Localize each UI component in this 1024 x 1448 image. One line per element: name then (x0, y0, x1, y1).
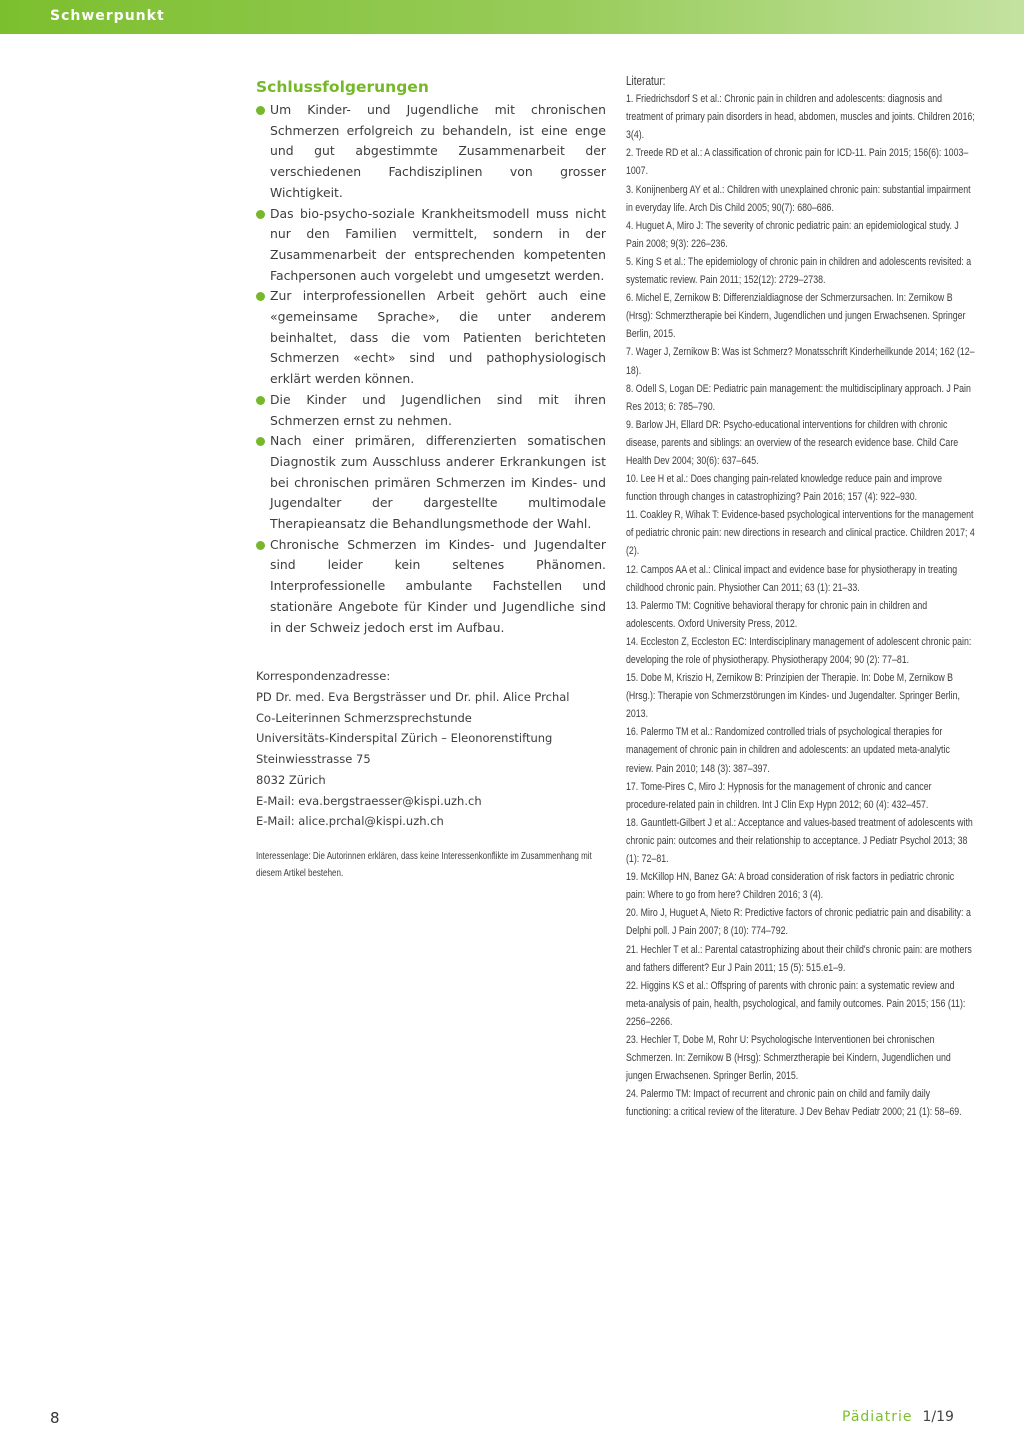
correspondence-institution: Universitäts-Kinderspital Zürich – Eleonorenstiftung (256, 731, 553, 746)
bullet-text: Nach einer primären, differenzierten somatischen Diagnostik zum Ausschluss anderer Erkrankungen ist bei chronischen primären Schmerzen im Kindes- und Jugendalter der dargestellte multimodale Therapieansatz die Behandlungsmethode der Wahl. (270, 433, 606, 532)
literature-column (626, 72, 975, 1121)
reference-item: 10. Lee H et al.: Does changing pain-related knowledge reduce pain and improve function through changes in catastrophizing? Pain 2016; 157 (4): 922–930. (626, 473, 943, 504)
correspondence-block (256, 666, 606, 832)
correspondence-heading: Korrespondenzadresse: (256, 669, 391, 684)
correspondence-email[interactable]: E-Mail: alice.prchal@kispi.uzh.ch (256, 814, 444, 829)
reference-item: 9. Barlow JH, Ellard DR: Psycho-educational interventions for children with chronic disease, parents and siblings: an overview of the research evidence base. Child Care Health Dev 2004; 30(6): 637–645. (626, 418, 959, 467)
page-number: 8 (50, 1409, 60, 1427)
reference-item: 11. Coakley R, Wihak T: Evidence-based psychological interventions for the management of pediatric chronic pain: new directions in research and clinical practice. Children 2017; 4 (2). (626, 509, 975, 558)
correspondence-city: 8032 Zürich (256, 772, 326, 787)
reference-item: 23. Hechler T, Dobe M, Rohr U: Psychologische Interventionen bei chronischen Schmerzen. In: Zernikow B (Hrsg): Schmerztherapie bei Kindern, Jugendlichen und jungen Erwachsenen. Springer Berlin, 2015. (626, 1033, 951, 1083)
reference-item: 2. Treede RD et al.: A classification of chronic pain for ICD-11. Pain 2015; 156(6): 1003–1007. (626, 147, 969, 178)
reference-item: 6. Michel E, Zernikow B: Differenzialdiagnose der Schmerzursachen. In: Zernikow B (Hrsg): Schmerztherapie bei Kindern, Jugendlichen und jungen Erwachsenen. Springer Berlin, 2015. (626, 292, 966, 341)
bullet-text: Um Kinder- und Jugendliche mit chronischen Schmerzen erfolgreich zu behandeln, ist eine enge und gut abgestimmte Zusammenarbeit der verschiedenen Fachdisziplinen von grosser Wichtigkeit. (270, 102, 606, 200)
literature-heading: Literatur: (626, 74, 666, 88)
bullet-dot-icon (256, 541, 265, 550)
reference-item: 22. Higgins KS et al.: Offspring of parents with chronic pain: a systematic review and meta-analysis of pain, health, psychological, and family outcomes. Pain 2015; 156 (11): 2256–2266. (626, 979, 966, 1028)
reference-item: 3. Konijnenberg AY et al.: Children with unexplained chronic pain: substantial impairment in everyday life. Arch Dis Child 2005; 90(7): 680–686. (626, 183, 971, 214)
correspondence-email[interactable]: E-Mail: eva.bergstraesser@kispi.uzh.ch (256, 793, 482, 808)
reference-item: 1. Friedrichsdorf S et al.: Chronic pain in children and adolescents: diagnosis and treatment of primary pain disorders in head, abdomen, muscles and joints. Children 2016; 3(4). (626, 93, 975, 142)
reference-item: 4. Huguet A, Miro J: The severity of chronic pediatric pain: an epidemiological study. J Pain 2008; 9(3): 226–236. (626, 219, 959, 250)
interest-label: Interessenlage: (256, 850, 311, 862)
issue-number: 1/19 (922, 1409, 954, 1425)
reference-item: 13. Palermo TM: Cognitive behavioral therapy for chronic pain in children and adolescents. Oxford University Press, 2012. (626, 599, 928, 630)
interest-statement (256, 848, 600, 882)
bullet-item (256, 390, 606, 431)
reference-item: 24. Palermo TM: Impact of recurrent and chronic pain on child and family daily functioning: a critical review of the literature. J Dev Behav Pediatr 2000; 21 (1): 58–69. (626, 1088, 962, 1119)
left-column (256, 78, 606, 882)
interest-text: Die Autorinnen erklären, dass keine Interessenkonflikte im Zusammenhang mit diesem Artikel bestehen. (256, 850, 592, 879)
bullet-item (256, 286, 606, 390)
bullet-text: Die Kinder und Jugendlichen sind mit ihren Schmerzen ernst zu nehmen. (270, 391, 606, 428)
reference-item: 21. Hechler T et al.: Parental catastrophizing about their child's chronic pain: are mothers and fathers different? Eur J Pain 2011; 15 (5): 515.e1–9. (626, 943, 972, 974)
reference-item: 16. Palermo TM et al.: Randomized controlled trials of psychological therapies for management of chronic pain in children and adolescents: an updated meta-analytic review. Pain 2010; 148 (3): 387–397. (626, 726, 950, 775)
reference-item: 20. Miro J, Huguet A, Nieto R: Predictive factors of chronic pediatric pain and disability: a Delphi poll. J Pain 2007; 8 (10): 774–792. (626, 907, 971, 938)
reference-item: 17. Tome-Pires C, Miro J: Hypnosis for the management of chronic and cancer procedure-related pain in children. Int J Clin Exp Hypn 2012; 60 (4): 432–457. (626, 780, 932, 811)
reference-item: 5. King S et al.: The epidemiology of chronic pain in children and adolescents revisited: a systematic review. Pain 2011; 152(12): 2729–2738. (626, 255, 972, 287)
bullet-text: Zur interprofessionellen Arbeit gehört auch eine «gemeinsame Sprache», die unter anderem beinhaltet, dass die vom Patienten berichteten Schmerzen «echt» sind und pathophysiologisch erklärt werden können. (270, 288, 606, 387)
conclusions-heading: Schlussfolgerungen (256, 78, 429, 96)
bullet-item (256, 204, 606, 287)
bullet-text: Chronische Schmerzen im Kindes- und Jugendalter sind leider kein seltenes Phänomen. Interprofessionelle ambulante Fachstellen und stationäre Angebote für Kinder und Jugendliche sind in der Schweiz jedoch erst im Aufbau. (270, 536, 606, 635)
correspondence-name: PD Dr. med. Eva Bergsträsser und Dr. phil. Alice Prchal (256, 689, 570, 704)
reference-item: 14. Eccleston Z, Eccleston EC: Interdisciplinary management of adolescent chronic pain: developing the role of physiotherapy. Physiotherapy 2004; 90 (2): 77–81. (626, 635, 972, 666)
section-label: Schwerpunkt (50, 8, 165, 24)
journal-name: Pädiatrie (842, 1409, 913, 1425)
reference-item: 8. Odell S, Logan DE: Pediatric pain management: the multidisciplinary approach. J Pain Res 2013; 6: 785–790. (626, 382, 971, 413)
correspondence-street: Steinwiesstrasse 75 (256, 752, 371, 767)
bullet-dot-icon (256, 396, 265, 405)
reference-item: 7. Wager J, Zernikow B: Was ist Schmerz? Monatsschrift Kinderheilkunde 2014; 162 (12–18). (626, 346, 975, 377)
correspondence-role: Co-Leiterinnen Schmerzsprechstunde (256, 710, 472, 725)
section-header-bar (0, 0, 1024, 34)
bullet-item (256, 535, 606, 639)
bullet-text: Das bio-psycho-soziale Krankheitsmodell muss nicht nur den Familien vermittelt, sondern in der Zusammenarbeit der entsprechenden kompetenten Fachpersonen auch vorgelebt und umgesetzt werden. (270, 205, 606, 283)
journal-footer (842, 1409, 954, 1425)
conclusions-list (256, 100, 606, 638)
bullet-dot-icon (256, 210, 265, 219)
bullet-dot-icon (256, 292, 265, 301)
reference-item: 19. McKillop HN, Banez GA: A broad consideration of risk factors in pediatric chronic pain: Where to go from here? Children 2016; 3 (4). (626, 871, 955, 902)
bullet-item (256, 431, 606, 535)
reference-item: 12. Campos AA et al.: Clinical impact and evidence base for physiotherapy in treating childhood chronic pain. Physiother Can 2011; 63 (1): 21–33. (626, 563, 958, 594)
bullet-dot-icon (256, 106, 265, 115)
bullet-item (256, 100, 606, 204)
reference-item: 18. Gauntlett-Gilbert J et al.: Acceptance and values-based treatment of adolescents with chronic pain: outcomes and their relationship to acceptance. J Pediatr Psychol 2013; 38 (1): 72–81. (626, 816, 973, 866)
bullet-dot-icon (256, 437, 265, 446)
reference-item: 15. Dobe M, Kriszio H, Zernikow B: Prinzipien der Therapie. In: Dobe M, Zernikow B (Hrsg.): Therapie von Schmerzstörungen im Kindes- und Jugendalter. Springer Berlin, 2013. (626, 672, 960, 721)
